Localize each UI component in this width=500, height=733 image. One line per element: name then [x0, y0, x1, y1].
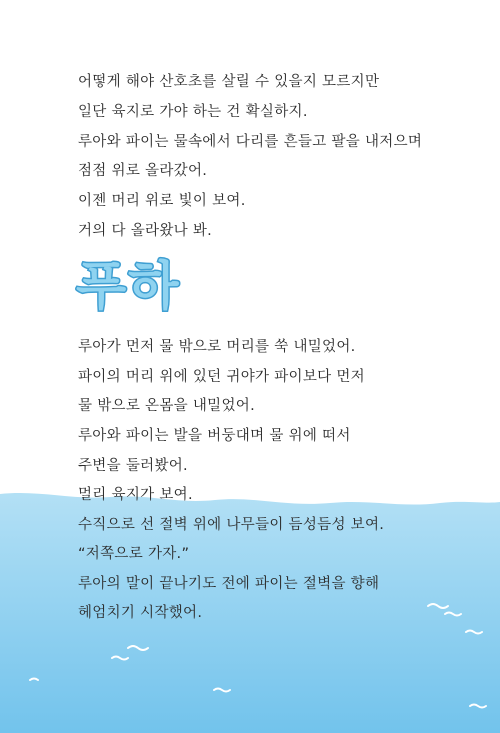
- text-line: 파이의 머리 위에 있던 귀야가 파이보다 먼저: [78, 369, 365, 385]
- text-line: 일단 육지로 가야 하는 건 확실하지.: [78, 104, 308, 120]
- text-line: 점점 위로 올라갔어.: [78, 163, 208, 179]
- text-line: 거의 다 올라왔나 봐.: [78, 223, 213, 239]
- text-line: 루아와 파이는 발을 버둥대며 물 위에 떠서: [78, 428, 351, 444]
- text-line: 루아의 말이 끝나기도 전에 파이는 절벽을 향해: [78, 576, 380, 592]
- text-line: 이젠 머리 위로 빛이 보여.: [78, 193, 246, 209]
- text-line: 루아와 파이는 물속에서 다리를 흔들고 팔을 내저으며: [78, 134, 423, 150]
- sound-effect-text: 푸하: [76, 257, 181, 314]
- text-line: 멀리 육지가 보여.: [78, 487, 193, 503]
- sound-effect-title: [74, 252, 214, 314]
- text-line: “저쪽으로 가자.”: [78, 546, 190, 562]
- text-line: 헤엄치기 시작했어.: [78, 605, 203, 621]
- text-line: 어떻게 해야 산호초를 살릴 수 있을지 모르지만: [78, 74, 380, 90]
- text-line: 주변을 둘러봤어.: [78, 458, 188, 474]
- text-line: 물 밖으로 온몸을 내밀었어.: [78, 398, 256, 414]
- text-line: 루아가 먼저 물 밖으로 머리를 쑥 내밀었어.: [78, 339, 356, 355]
- text-line: 수직으로 선 절벽 위에 나무들이 듬성듬성 보여.: [78, 517, 385, 533]
